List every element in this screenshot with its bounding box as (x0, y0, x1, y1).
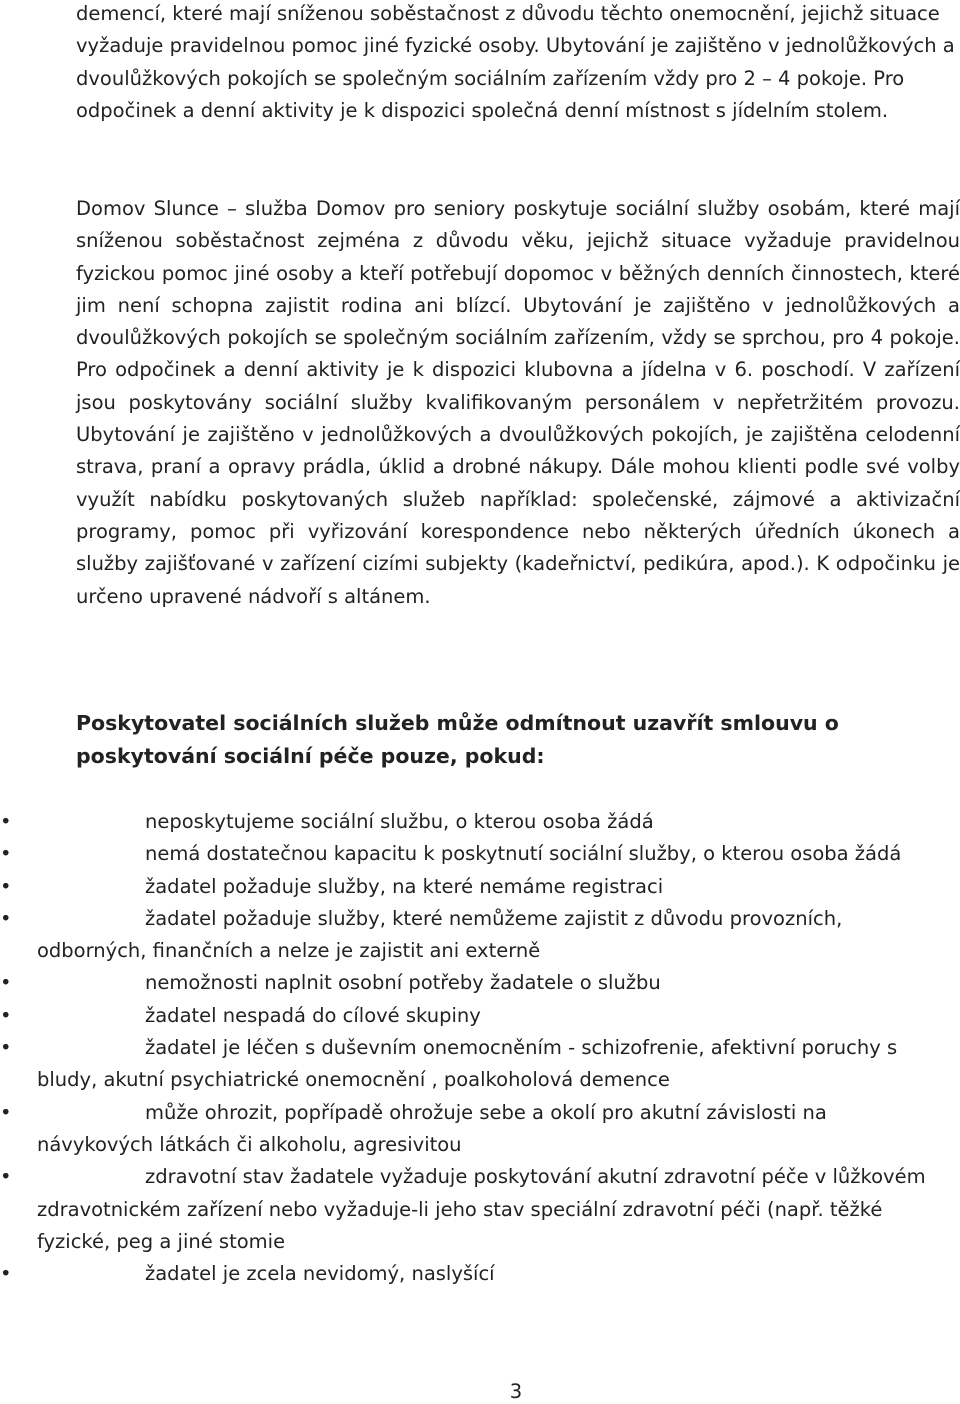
bullet-icon: • (0, 1262, 12, 1286)
bullet-icon: • (0, 1036, 12, 1060)
list-item (0, 967, 937, 999)
list-item-text: žadatel je léčen s duševním onemocněním - schizofrenie, afektivní poruchy s bludy, akutní psychiatrické onemocnění , poalkoholová demence (37, 1036, 898, 1092)
bullet-icon: • (0, 842, 12, 866)
list-item (0, 1258, 937, 1290)
list-item (0, 871, 937, 903)
bullet-icon: • (0, 874, 12, 898)
list-item (0, 1000, 937, 1032)
bullet-icon: • (0, 1165, 12, 1189)
list-item (0, 1097, 937, 1162)
refusal-reasons-list (0, 806, 960, 1290)
list-item-text: žadatel nespadá do cílové skupiny (145, 1003, 481, 1027)
domov-slunce-paragraph: Domov Slunce – služba Domov pro seniory poskytuje sociální služby osobám, které mají sníženou soběstačnost zejména z důvodu věku, jejichž situace vyžaduje pravidelnou fyzickou pomoc jiné osoby a kteří potřebují dopomoc v běžných denních činnostech, které jim není schopna zajistit rodina ani blízcí. Ubytování je zajištěno v jednolůžkových a dvoulůžkových pokojích se společným sociálním zařízením, vždy se sprchou, pro 4 pokoje. Pro odpočinek a denní aktivity je k dispozici klubovna a jídelna v 6. poschodí. V zařízení jsou poskytovány sociální služby kvalifikovaným personálem v nepřetržitém provozu. Ubytování je zajištěno v jednolůžkových a dvoulůžkových pokojích, je zajištěna celodenní strava, praní a opravy prádla, úklid a drobné nákupy. Dále mohou klienti podle své volby využít nabídku poskytovaných služeb například: společenské, zájmové a aktivizační programy, pomoc při vyřizování korespondence nebo některých úředních úkonech a služby zajišťované v zařízení cizími subjekty (kadeřnictví, pedikúra, apod.). K odpočinku je určeno upravené nádvoří s altánem. (76, 197, 960, 608)
list-item (0, 1161, 937, 1258)
bullet-icon: • (0, 810, 12, 833)
page-number: 3 (509, 1380, 523, 1403)
list-item-text: zdravotní stav žadatele vyžaduje poskytování akutní zdravotní péče v lůžkovém zdravotnickém zařízení nebo vyžaduje-li jeho stav speciální zdravotní péči (např. těžké fyzické, peg a jiné stomie (37, 1165, 926, 1253)
list-item (0, 838, 937, 870)
bullet-icon: • (0, 1100, 12, 1124)
list-item-text: nemožnosti naplnit osobní potřeby žadatele o službu (145, 971, 661, 995)
bullet-icon: • (0, 1003, 12, 1027)
list-item-text: žadatel je zcela nevidomý, naslyšící (145, 1262, 495, 1286)
list-item-text: nemá dostatečnou kapacitu k poskytnutí sociální služby, o kterou osoba žádá (145, 842, 902, 866)
list-item-text: žadatel požaduje služby, které nemůžeme zajistit z důvodu provozních, odborných, finančních a nelze je zajistit ani externě (37, 906, 843, 963)
list-item-text: žadatel požaduje služby, na které nemáme registraci (145, 874, 664, 898)
intro-paragraph: demencí, které mají sníženou soběstačnost z důvodu těchto onemocnění, jejichž situace vyžaduje pravidelnou pomoc jiné fyzické osoby. Ubytování je zajištěno v jednolůžkových a dvoulůžkových pokojích se společným sociálním zařízením vždy pro 2 – 4 pokoje. Pro odpočinek a denní aktivity je k dispozici společná denní místnost s jídelním stolem. (76, 2, 955, 122)
bullet-icon: • (0, 971, 12, 995)
bullet-icon: • (0, 906, 12, 930)
list-item (0, 903, 937, 968)
list-item-text: může ohrozit, popřípadě ohrožuje sebe a okolí pro akutní závislosti na návykových látkách či alkoholu, agresivitou (37, 1100, 827, 1156)
list-item (0, 1032, 937, 1097)
list-item-text: neposkytujeme sociální službu, o kterou osoba žádá (145, 810, 654, 833)
refusal-heading: Poskytovatel sociálních služeb může odmítnout uzavřít smlouvu o poskytování sociální péče pouze, pokud: (76, 711, 839, 768)
list-item (0, 806, 937, 838)
